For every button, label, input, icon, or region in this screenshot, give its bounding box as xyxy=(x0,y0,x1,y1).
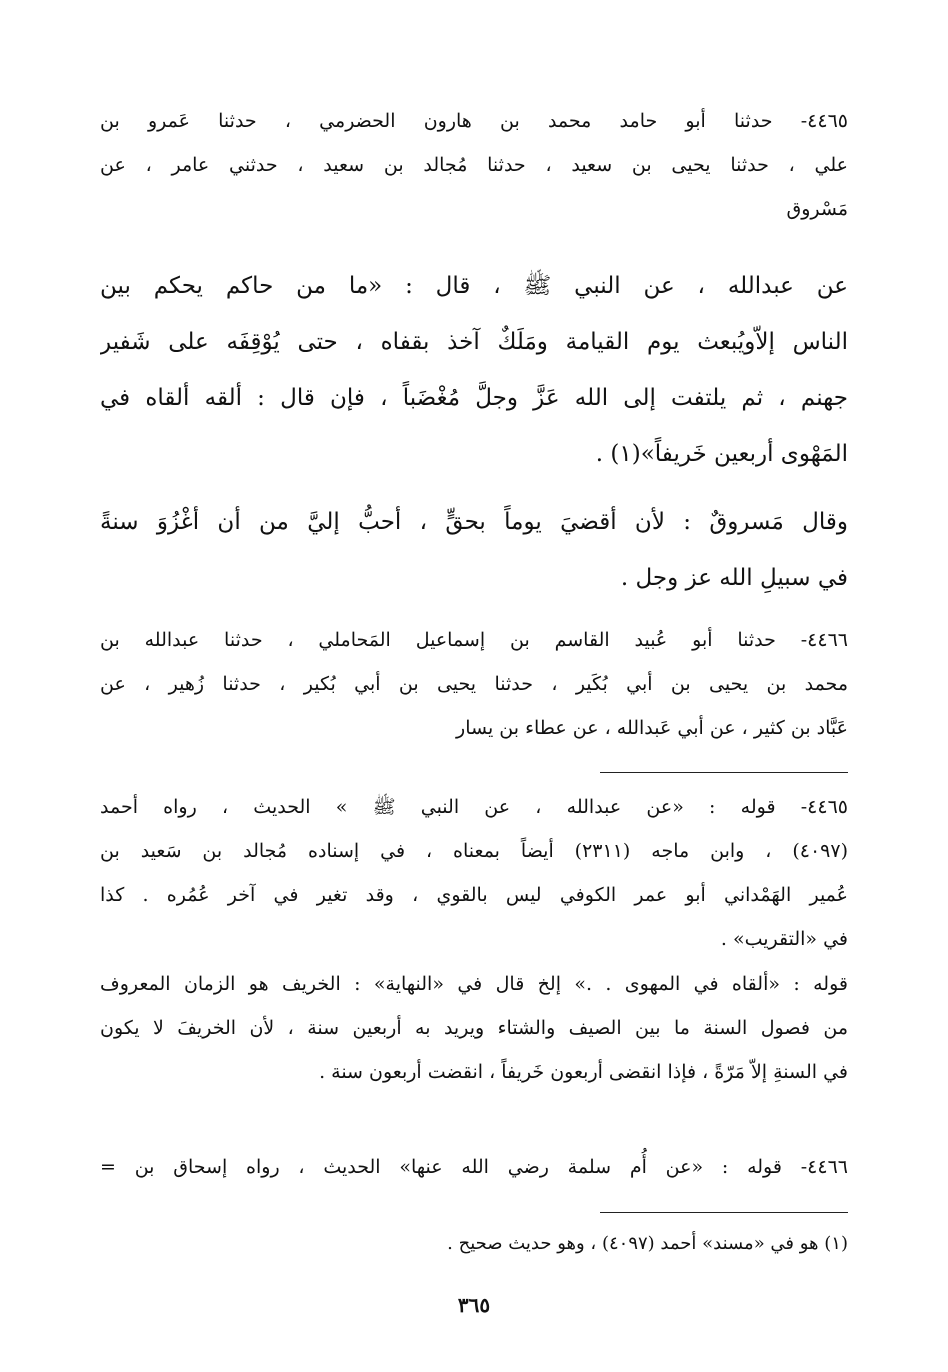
text-line: محمد بن يحيى بن أبي بُكَير ، حدثنا يحيى بن أبي بُكير ، حدثنا زُهير ، عن xyxy=(100,673,848,695)
hadith-4465-matn xyxy=(100,258,848,482)
footnote-divider xyxy=(600,1212,848,1213)
masruq-saying xyxy=(100,494,848,606)
footnote-text: (١) هو في «مسند» أحمد (٤٠٩٧) ، وهو حديث صحيح . xyxy=(447,1233,848,1254)
text-line: جهنم ، ثم يلتفت إلى الله عَزَّ وجلَّ مُغْضَباً ، فإن قال : ألقه ألقاه في xyxy=(100,385,848,411)
text-line: ٤٤٦٦- قوله : «عن أُم سلمة رضي الله عنها» الحديث ، رواه إسحاق بن = xyxy=(100,1156,848,1178)
text-line: (٤٠٩٧) ، وابن ماجه (٢٣١١) أيضاً بمعناه ، في إسناده مُجالد بن سَعيد بن xyxy=(100,840,848,862)
commentary-4465 xyxy=(100,785,848,961)
text-line: المَهْوى أربعين خَريفاً»(١) . xyxy=(595,441,848,467)
text-line: في سبيلِ الله عز وجل . xyxy=(620,565,848,591)
text-line: الناس إلاّويُبعث يوم القيامة ومَلَكٌ آخذ بقفاه ، حتى يُوْقِفَه على شَفير xyxy=(100,329,848,355)
text-line: وقال مَسروقٌ : لأن أقضيَ يوماً بحقٍّ ، أحبُّ إليَّ من أن أغْزُوَ سنةً xyxy=(100,509,848,535)
text-line: ٤٤٦٥- حدثنا أبو حامد محمد بن هارون الحضرمي ، حدثنا عَمرو بن xyxy=(100,110,848,132)
commentary-divider xyxy=(600,772,848,773)
footnote xyxy=(100,1223,848,1265)
text-line: قوله : «ألقاه في المهوى . .» إلخ قال في «النهاية» : الخريف هو الزمان المعروف xyxy=(100,973,848,995)
text-line: في «التقريب» . xyxy=(720,928,848,950)
hadith-4466-isnad xyxy=(100,618,848,750)
text-line: علي ، حدثنا يحيى بن سعيد ، حدثنا مُجالد بن سعيد ، حدثني عامر ، عن xyxy=(100,154,848,176)
text-line: مَسْروق xyxy=(786,198,848,220)
text-line: عَبَّاد بن كثير ، عن أبي عَبدالله ، عن عطاء بن يسار xyxy=(456,717,848,739)
text-line: في السنةِ إلاّ مَرّةً ، فإذا انقضى أربعون خَريفاً ، انقضت أربعون سنة . xyxy=(319,1061,848,1083)
text-line: ٤٤٦٥- قوله : «عن عبدالله ، عن النبي ﷺ » الحديث ، رواه أحمد xyxy=(100,796,848,818)
page-number: ٣٦٥ xyxy=(457,1293,491,1317)
commentary-4466 xyxy=(100,1145,848,1189)
text-line: عُمير الهَمْداني أبو عمر الكوفي ليس بالقوي ، وقد تغير في آخر عُمُره . كذا xyxy=(100,884,848,906)
text-line: ٤٤٦٦- حدثنا أبو عُبيد القاسم بن إسماعيل المَحاملي ، حدثنا عبدالله بن xyxy=(100,629,848,651)
commentary-kharif xyxy=(100,962,848,1094)
text-line: عن عبدالله ، عن النبي ﷺ ، قال : «ما من حاكم يحكم بين xyxy=(100,273,848,299)
text-line: من فصول السنة ما بين الصيف والشتاء ويريد به أربعين سنة ، لأن الخريفَ لا يكون xyxy=(100,1017,848,1039)
hadith-4465-isnad xyxy=(100,99,848,231)
